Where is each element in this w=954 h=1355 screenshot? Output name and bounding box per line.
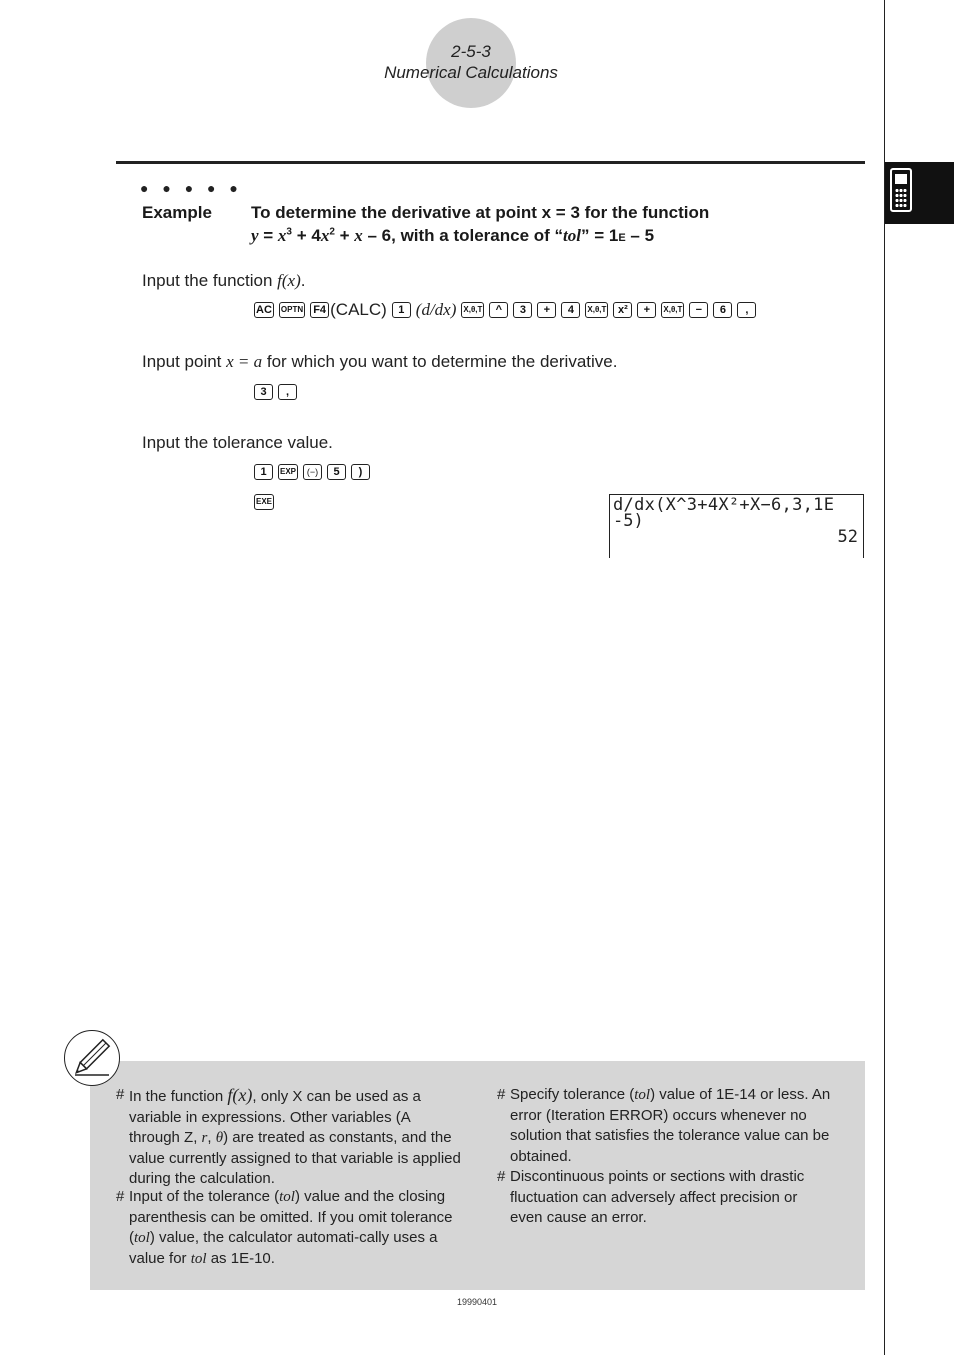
ddx-label: (d/dx) (415, 300, 457, 319)
step-2-keystrokes (254, 384, 297, 400)
header-divider (116, 161, 865, 164)
example-bullets: ● ● ● ● ● (140, 180, 243, 196)
note-left-2: # Input of the tolerance (tol) value and the closing parenthesis can be omitted. If you omit tolerance (tol) value, the calculator automati-cally uses a value for tol as 1E-10. (116, 1188, 453, 1267)
key-4: 4 (561, 302, 580, 318)
screen-result: 52 (837, 527, 858, 547)
key-5: 5 (327, 464, 346, 480)
note-right-2: # Discontinuous points or sections with drastic fluctuation can adversely affect precision or even cause an error. (497, 1168, 805, 1226)
step-3-execute (254, 494, 274, 510)
note-left-1: # In the function f(x), only X can be used as a variable in expressions. Other variables (A through Z, r, θ) are treated as constants, and the value currently assigned to that variable is applied during the calculation. (116, 1085, 461, 1187)
example-function: $y = x^3 + 4x^2 + x - 6$, with a tolerance of “tol” = 1E – 5 (251, 226, 655, 245)
calculator-icon (890, 168, 912, 212)
key-plus: + (537, 302, 556, 318)
key-exp: EXP (278, 464, 298, 480)
note-right-1: # Specify tolerance (tol) value of 1E-14 or less. An error (Iteration ERROR) occurs whenever no solution that satisfies the tolerance value can be obtained. (497, 1086, 831, 1165)
calc-label: (CALC) (330, 300, 387, 319)
chapter-side-tab (885, 162, 954, 224)
screen-expression-line-1: d/dx(X^3+4X²+X−6,3,1E (613, 495, 835, 515)
pencil-icon (64, 1030, 120, 1086)
step-1-instruction: Input the function f(x). (142, 271, 306, 290)
screen-expression-line-2: -5) (613, 511, 644, 531)
key-comma: , (737, 302, 756, 318)
step-1-keystrokes (254, 300, 756, 320)
key-negative: (−) (303, 464, 322, 480)
key-plus: + (637, 302, 656, 318)
key-exe: EXE (254, 494, 274, 510)
key-ac: AC (254, 302, 274, 318)
step-3-keystrokes (254, 464, 370, 480)
page-code: 19990401 (456, 1297, 498, 1307)
key-3: 3 (513, 302, 532, 318)
key-3: 3 (254, 384, 273, 400)
key-right-paren: ) (351, 464, 370, 480)
key-x-theta-t: X,θ,T (461, 302, 484, 318)
example-label: Example (142, 203, 212, 222)
section-title: Numerical Calculations (384, 63, 558, 82)
key-6: 6 (713, 302, 732, 318)
key-comma: , (278, 384, 297, 400)
example-description: To determine the derivative at point x = 3 for the function (251, 203, 710, 222)
key-optn: OPTN (279, 302, 305, 318)
key-1: 1 (392, 302, 411, 318)
key-x-squared: x² (613, 302, 632, 318)
section-number: 2-5-3 (451, 42, 491, 61)
key-minus: − (689, 302, 708, 318)
calculator-screen (609, 494, 864, 558)
key-1: 1 (254, 464, 273, 480)
key-f4: F4 (310, 302, 329, 318)
key-x-theta-t: X,θ,T (585, 302, 608, 318)
key-x-theta-t: X,θ,T (661, 302, 684, 318)
key-caret: ^ (489, 302, 508, 318)
step-2-instruction: Input point x = a for which you want to determine the derivative. (142, 352, 618, 371)
step-3-instruction: Input the tolerance value. (142, 433, 333, 452)
